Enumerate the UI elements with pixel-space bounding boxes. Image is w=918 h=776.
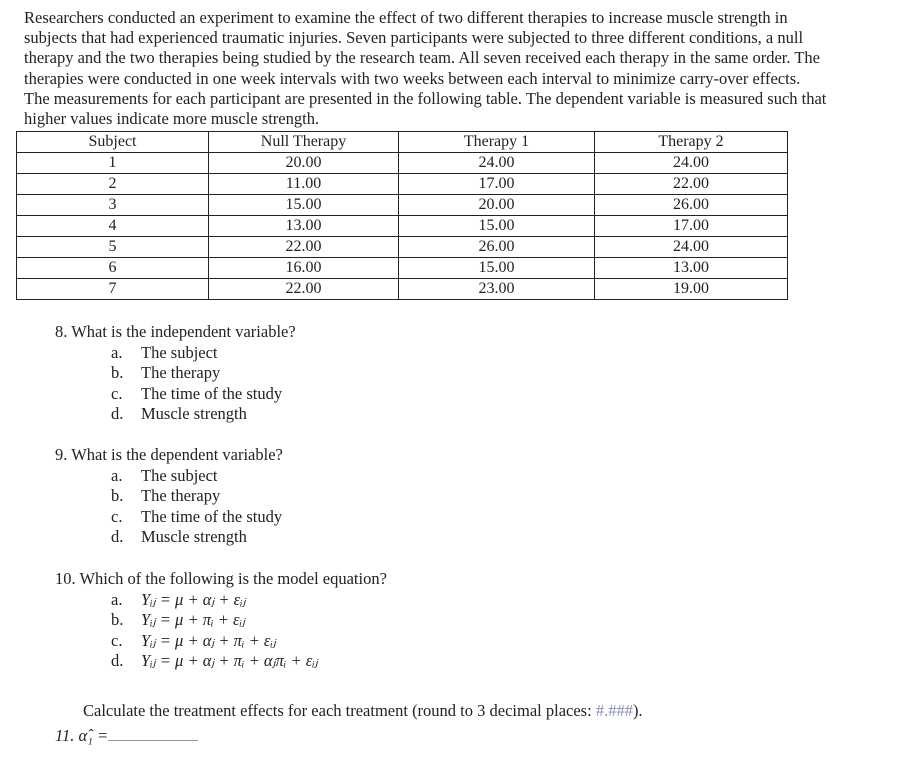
table-cell: 24.00 <box>595 153 788 174</box>
table-cell: 19.00 <box>595 279 788 300</box>
answer-option[interactable] <box>55 527 283 548</box>
answer-option[interactable] <box>55 384 296 405</box>
answer-option[interactable] <box>55 631 387 652</box>
table-cell: 24.00 <box>399 153 595 174</box>
table-cell: 13.00 <box>209 216 399 237</box>
table-cell: 20.00 <box>209 153 399 174</box>
table-cell: 6 <box>17 258 209 279</box>
table-cell: 15.00 <box>399 216 595 237</box>
calc-end: ). <box>632 701 643 720</box>
intro-paragraph <box>24 8 826 129</box>
option-text: Muscle strength <box>141 527 247 546</box>
question-10 <box>55 569 387 672</box>
option-text: Yᵢⱼ = μ + πᵢ + εᵢⱼ <box>141 610 245 629</box>
table-cell: 3 <box>17 195 209 216</box>
table-row <box>17 258 788 279</box>
option-text: The therapy <box>141 363 221 382</box>
option-letter: d. <box>111 651 124 670</box>
table-cell: 15.00 <box>399 258 595 279</box>
table-cell: 26.00 <box>399 237 595 258</box>
option-letter: c. <box>111 630 123 650</box>
option-letter: a. <box>111 465 123 485</box>
q11-label: 11. α̂₁ = <box>55 726 109 745</box>
table-cell: 11.00 <box>209 174 399 195</box>
table-cell: 15.00 <box>209 195 399 216</box>
table-cell: 24.00 <box>595 237 788 258</box>
answer-option[interactable] <box>55 486 283 507</box>
table-cell: 4 <box>17 216 209 237</box>
intro-line: higher values indicate more muscle strength. <box>24 109 320 129</box>
table-cell: 7 <box>17 279 209 300</box>
answer-option[interactable] <box>55 610 387 631</box>
answer-blank[interactable] <box>108 726 198 741</box>
question-stem: 9. What is the dependent variable? <box>55 445 283 464</box>
intro-line: Researchers conducted an experiment to examine the effect of two different therapies to increase muscle strength in <box>24 8 788 27</box>
table-row <box>17 279 788 300</box>
question-8 <box>55 322 296 425</box>
option-text: Yᵢⱼ = μ + αⱼ + πᵢ + αⱼπᵢ + εᵢⱼ <box>141 651 318 670</box>
table-row <box>17 237 788 258</box>
option-text: Muscle strength <box>141 404 247 423</box>
option-letter: d. <box>111 404 124 423</box>
answer-option[interactable] <box>55 404 296 425</box>
table-cell: 17.00 <box>595 216 788 237</box>
question-9 <box>55 445 283 548</box>
table-row <box>17 195 788 216</box>
option-letter: b. <box>111 610 124 629</box>
question-11 <box>55 726 198 746</box>
table-row <box>17 153 788 174</box>
option-text: The therapy <box>141 486 221 505</box>
option-text: The subject <box>141 465 218 485</box>
table-cell: Null Therapy <box>209 132 399 153</box>
table-header-row <box>17 132 788 153</box>
answer-option[interactable] <box>55 651 387 672</box>
option-text: The subject <box>141 342 218 362</box>
option-text: Yᵢⱼ = μ + αⱼ + πᵢ + εᵢⱼ <box>141 630 276 650</box>
table-cell: 22.00 <box>595 174 788 195</box>
data-table <box>16 131 788 300</box>
option-letter: b. <box>111 486 124 505</box>
table-cell: Therapy 1 <box>399 132 595 153</box>
option-text: The time of the study <box>141 383 283 403</box>
table-row <box>17 216 788 237</box>
answer-option[interactable] <box>55 466 283 487</box>
answer-option[interactable] <box>55 363 296 384</box>
option-letter: c. <box>111 383 123 403</box>
option-letter: b. <box>111 363 124 382</box>
option-letter: d. <box>111 527 124 546</box>
question-stem: 8. What is the independent variable? <box>55 322 296 341</box>
calc-instruction <box>83 701 643 721</box>
answer-option[interactable] <box>55 343 296 364</box>
option-text: The time of the study <box>141 506 283 526</box>
table-cell: 16.00 <box>209 258 399 279</box>
intro-line: The measurements for each participant are presented in the following table. The dependent variable is measured such that <box>24 88 827 108</box>
table-cell: 22.00 <box>209 279 399 300</box>
option-letter: a. <box>111 589 123 609</box>
calc-text: Calculate the treatment effects for each treatment (round to 3 decimal places: <box>83 701 596 720</box>
intro-line: therapies were conducted in one week intervals with two weeks between each interval to minimize carry-over effects. <box>24 68 801 88</box>
calc-format: #.### <box>595 701 633 720</box>
table-cell: 1 <box>17 153 209 174</box>
table-cell: 2 <box>17 174 209 195</box>
table-cell: 23.00 <box>399 279 595 300</box>
answer-option[interactable] <box>55 507 283 528</box>
option-text: Yᵢⱼ = μ + αⱼ + εᵢⱼ <box>141 589 246 609</box>
table-cell: 26.00 <box>595 195 788 216</box>
option-letter: a. <box>111 342 123 362</box>
table-cell: 22.00 <box>209 237 399 258</box>
table-cell: 20.00 <box>399 195 595 216</box>
table-cell: Subject <box>17 132 209 153</box>
question-stem: 10. Which of the following is the model equation? <box>55 569 387 588</box>
table-row <box>17 174 788 195</box>
table-cell: 17.00 <box>399 174 595 195</box>
intro-line: therapy and the two therapies being studied by the research team. All seven received each therapy in the same order. The <box>24 48 820 68</box>
table-cell: 13.00 <box>595 258 788 279</box>
answer-option[interactable] <box>55 590 387 611</box>
option-letter: c. <box>111 506 123 526</box>
table-cell: 5 <box>17 237 209 258</box>
intro-line: subjects that had experienced traumatic injuries. Seven participants were subjected to three different conditions, a null <box>24 28 804 48</box>
table-cell: Therapy 2 <box>595 132 788 153</box>
